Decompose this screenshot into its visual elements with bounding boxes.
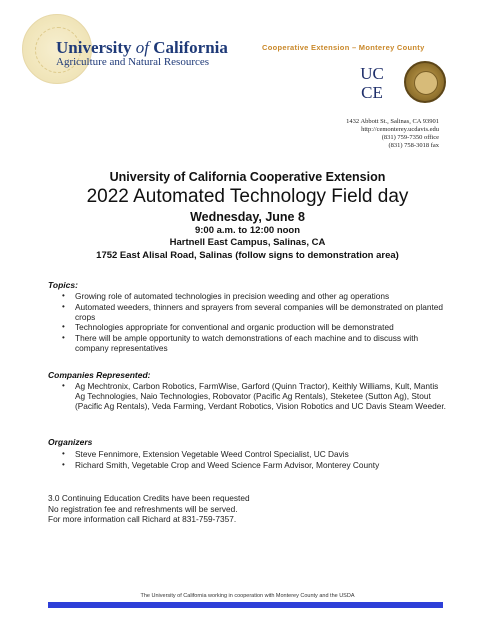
note-registration: No registration fee and refreshments will be served. bbox=[48, 503, 238, 514]
list-item: • Growing role of automated technologies in precision weeding and other ag operations bbox=[62, 291, 390, 301]
notes-block bbox=[48, 493, 250, 525]
event-time: 9:00 a.m. to 12:00 noon bbox=[194, 225, 301, 236]
organizers-list bbox=[62, 449, 447, 470]
office-address: 1432 Abbott St., Salinas, CA 93901 http://cemonterey.ucdavis.edu (831) 759-7350 office (831) 758-3018 fax bbox=[346, 118, 439, 149]
footer-note: The University of California working in cooperation with Monterey County and the USDA bbox=[140, 593, 355, 599]
bullet-icon: • bbox=[62, 301, 65, 311]
division-name: Agriculture and Natural Resources bbox=[56, 56, 210, 68]
event-title: 2022 Automated Technology Field day bbox=[86, 186, 409, 207]
university-name: University of California bbox=[56, 38, 228, 57]
bullet-icon: • bbox=[62, 449, 65, 458]
bullet-icon: • bbox=[62, 332, 65, 342]
bullet-icon: • bbox=[62, 322, 65, 331]
office-name: Cooperative Extension – Monterey County bbox=[262, 43, 425, 52]
event-location: Hartnell East Campus, Salinas, CA bbox=[169, 237, 326, 248]
list-item: • There will be ample opportunity to watch demonstrations of each machine and to discuss with company representatives bbox=[62, 332, 419, 353]
organizers-heading: Organizers bbox=[48, 437, 93, 447]
note-credits: 3.0 Continuing Education Credits have been requested bbox=[48, 493, 250, 503]
footer-bar bbox=[48, 602, 443, 608]
bullet-icon: • bbox=[62, 291, 65, 300]
event-address: 1752 East Alisal Road, Salinas (follow signs to demonstration area) bbox=[96, 250, 399, 261]
list-item: • Technologies appropriate for conventional and organic production will be demonstrated bbox=[62, 322, 394, 332]
event-date: Wednesday, June 8 bbox=[190, 210, 305, 224]
list-item: • Ag Mechtronix, Carbon Robotics, FarmWise, Garford (Quinn Tractor), Keithly Williams, Kult, Mantis Ag Technologies, Naio Technologies, Robovator (Pacific Ag Rentals), Steketee (Sutton Ag), Stout (Pacific Ag Rentals), Veda Farming, Verdant Robotics, Vision Robotics and UC Davis Steam Weeder. bbox=[62, 381, 446, 411]
topics-heading: Topics: bbox=[48, 280, 78, 290]
organization-heading: University of California Cooperative Extension bbox=[109, 170, 386, 184]
list-item: • Steve Fennimore, Extension Vegetable Weed Control Specialist, UC Davis bbox=[62, 449, 349, 459]
ucce-logo-top: UC bbox=[360, 64, 384, 83]
list-item: • Richard Smith, Vegetable Crop and Weed Science Farm Advisor, Monterey County bbox=[62, 459, 380, 470]
companies-list bbox=[62, 381, 447, 412]
list-item: • Automated weeders, thinners and sprayers from several companies will be demonstrated on planted crops bbox=[62, 301, 444, 322]
ucce-logo bbox=[354, 63, 390, 101]
ucce-logo-bottom: CE bbox=[361, 83, 383, 101]
website-link[interactable]: http://cemonterey.ucdavis.edu bbox=[361, 126, 439, 133]
bullet-icon: • bbox=[62, 459, 65, 469]
companies-heading: Companies Represented: bbox=[48, 370, 151, 380]
monterey-county-seal bbox=[404, 61, 446, 103]
note-contact: For more information call Richard at 831-759-7357. bbox=[48, 514, 237, 524]
bullet-icon: • bbox=[62, 381, 65, 390]
topics-list bbox=[62, 291, 447, 353]
